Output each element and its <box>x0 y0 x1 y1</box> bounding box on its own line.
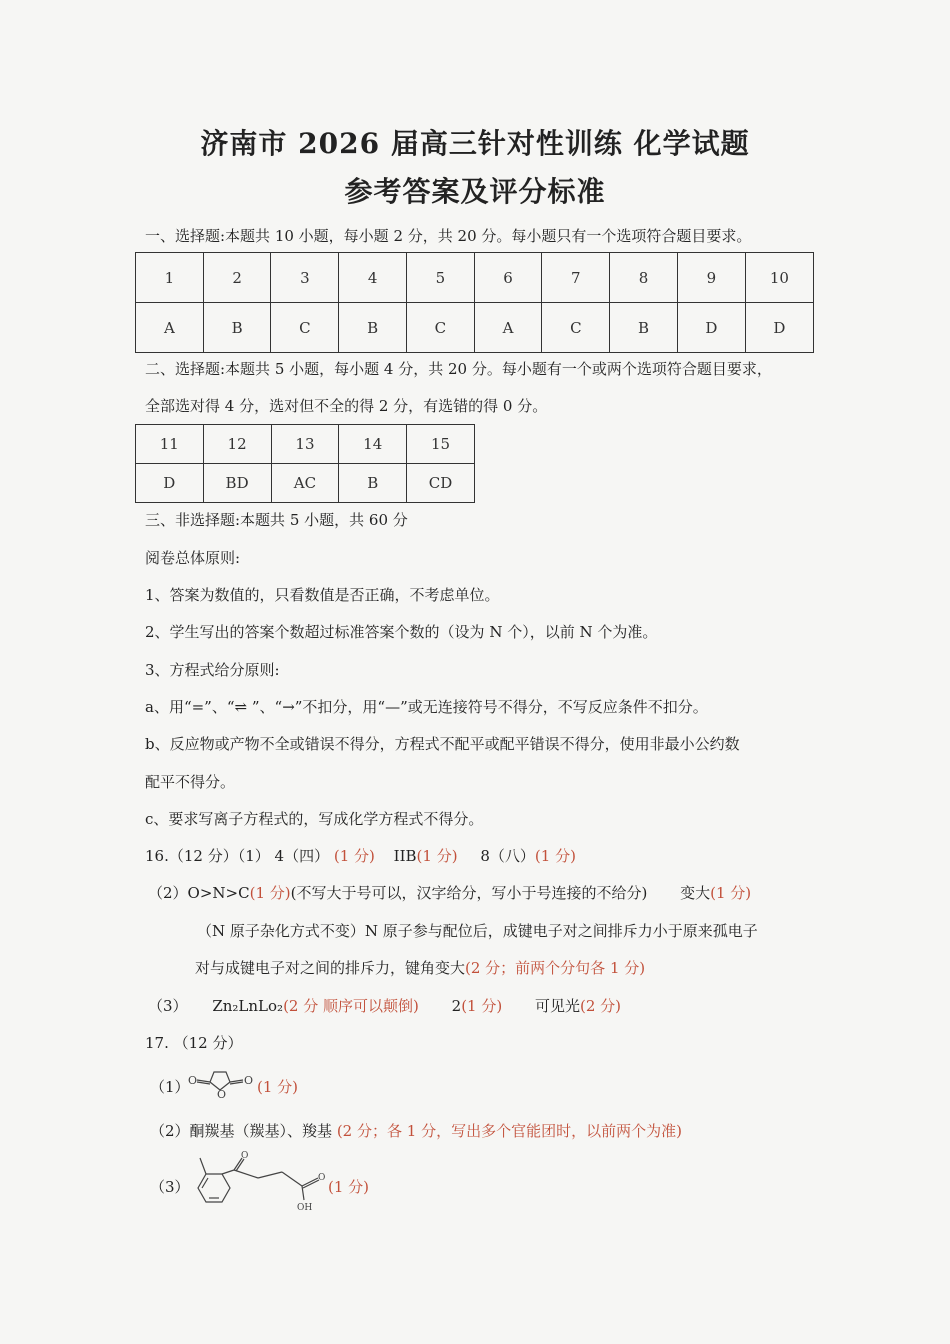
table-row <box>136 425 475 464</box>
atom-label: O <box>318 1173 326 1183</box>
score-note: (1 分) <box>416 847 458 865</box>
q16-line3: （N 原子杂化方式不变）N 原子参与配位后，成键电子对之间排斥力小于原来孤电子 <box>197 922 758 940</box>
answer-cell: CD <box>407 464 475 503</box>
score-note: (1 分) <box>249 884 291 902</box>
q17-part1-label: （1） <box>150 1078 190 1096</box>
document-subtitle: 参考答案及评分标准 <box>344 175 606 208</box>
keto-acid-structure <box>180 1148 340 1220</box>
question-number: 13 <box>271 425 339 464</box>
answer-cell: D <box>745 303 813 353</box>
rule-a: a、用“=”、“⇌ ”、“→”不扣分，用“—”或无连接符号不得分，不写反应条件不扣分。 <box>145 698 708 716</box>
answer-cell: B <box>339 303 407 353</box>
answer-cell: C <box>406 303 474 353</box>
succinic-anhydride-structure <box>184 1066 256 1102</box>
question-number: 6 <box>474 253 542 303</box>
score-note: (1 分) <box>333 847 375 865</box>
rule-1: 1、答案为数值的，只看数值是否正确，不考虑单位。 <box>145 586 500 604</box>
atom-label: O <box>241 1151 249 1161</box>
answer-cell: AC <box>271 464 339 503</box>
q16-head: 16.（12 分）（1） 4（四） <box>145 847 330 865</box>
document-title: 济南市 2026 届高三针对性训练 化学试题 <box>200 127 750 160</box>
score-note: (2 分) <box>580 997 622 1015</box>
question-number: 8 <box>610 253 678 303</box>
q17-part3-label: （3） <box>150 1178 190 1196</box>
score-note: (1 分) <box>257 1078 299 1096</box>
section2-answer-table <box>135 424 475 503</box>
atom-label: O <box>217 1088 227 1101</box>
answer-cell: D <box>136 464 204 503</box>
table-row <box>136 464 475 503</box>
section3-intro: 三、非选择题:本题共 5 小题，共 60 分 <box>145 511 408 529</box>
answer-cell: B <box>339 464 407 503</box>
question-number: 4 <box>339 253 407 303</box>
rule-b-line1: b、反应物或产物不全或错误不得分，方程式不配平或配平错误不得分，使用非最小公约数 <box>145 735 740 753</box>
rule-3: 3、方程式给分原则: <box>145 661 280 679</box>
table-row <box>136 303 814 353</box>
q16-part2-answer2: 变大 <box>680 884 711 902</box>
score-note: (2 分；前两个分句各 1 分) <box>465 959 646 977</box>
answer-cell: D <box>677 303 745 353</box>
rule-c: c、要求写离子方程式的，写成化学方程式不得分。 <box>145 810 484 828</box>
score-note: (1 分) <box>328 1178 370 1196</box>
question-number: 1 <box>136 253 204 303</box>
question-number: 7 <box>542 253 610 303</box>
rule-b-line2: 配平不得分。 <box>145 773 236 791</box>
rule-2: 2、学生写出的答案个数超过标准答案个数的（设为 N 个），以前 N 个为准。 <box>145 623 658 641</box>
q16-explanation-end: 对与成键电子对之间的排斥力，键角变大 <box>195 959 466 977</box>
q17-functional-groups: （2）酮羰基（羰基）、羧基 <box>150 1122 333 1140</box>
question-number: 12 <box>203 425 271 464</box>
score-note: (2 分 顺序可以颠倒) <box>283 997 419 1015</box>
q16-answer-group: IIB <box>393 847 417 865</box>
q17-head: 17. （12 分） <box>145 1034 243 1052</box>
question-number: 2 <box>203 253 271 303</box>
section1-answer-table <box>135 252 814 353</box>
table-row <box>136 253 814 303</box>
question-number: 10 <box>745 253 813 303</box>
question-number: 11 <box>136 425 204 464</box>
question-number: 3 <box>271 253 339 303</box>
score-note: (1 分) <box>461 997 503 1015</box>
score-note: (2 分；各 1 分，写出多个官能团时，以前两个为准) <box>336 1122 682 1140</box>
question-number: 15 <box>407 425 475 464</box>
question-number: 5 <box>406 253 474 303</box>
q16-line2 <box>148 882 751 903</box>
answer-cell: B <box>203 303 271 353</box>
q16-line5 <box>148 995 621 1016</box>
atom-label: O <box>188 1074 198 1087</box>
answer-cell: A <box>474 303 542 353</box>
q16-line4 <box>195 957 645 978</box>
q16-part2-note: (不写大于号可以，汉字给分，写小于号连接的不给分) <box>290 884 648 902</box>
q16-light: 可见光 <box>535 997 581 1015</box>
q16-part2-answer: （2）O>N>C <box>148 884 250 902</box>
principles-title: 阅卷总体原则: <box>145 549 241 567</box>
q17-line2 <box>150 1120 682 1141</box>
answer-cell: C <box>271 303 339 353</box>
q16-formula: Zn₂LnLo₂ <box>212 997 284 1015</box>
q16-line1 <box>145 845 576 866</box>
score-note: (1 分) <box>710 884 752 902</box>
q16-answer-count: 8（八） <box>480 847 535 865</box>
answer-cell: BD <box>203 464 271 503</box>
section2-intro-line1: 二、选择题:本题共 5 小题，每小题 4 分，共 20 分。每小题有一个或两个选项符合题目要求， <box>145 360 772 378</box>
answer-cell: A <box>136 303 204 353</box>
score-note: (1 分) <box>534 847 576 865</box>
section1-intro: 一、选择题:本题共 10 小题，每小题 2 分，共 20 分。每小题只有一个选项符合题目要求。 <box>145 227 752 245</box>
question-number: 14 <box>339 425 407 464</box>
answer-cell: C <box>542 303 610 353</box>
q16-part3-label: （3） <box>148 997 188 1015</box>
atom-label: O <box>244 1074 254 1087</box>
answer-cell: B <box>610 303 678 353</box>
q16-number: 2 <box>451 997 462 1015</box>
question-number: 9 <box>677 253 745 303</box>
section2-intro-line2: 全部选对得 4 分，选对但不全的得 2 分，有选错的得 0 分。 <box>145 397 548 415</box>
atom-label: OH <box>297 1203 313 1213</box>
